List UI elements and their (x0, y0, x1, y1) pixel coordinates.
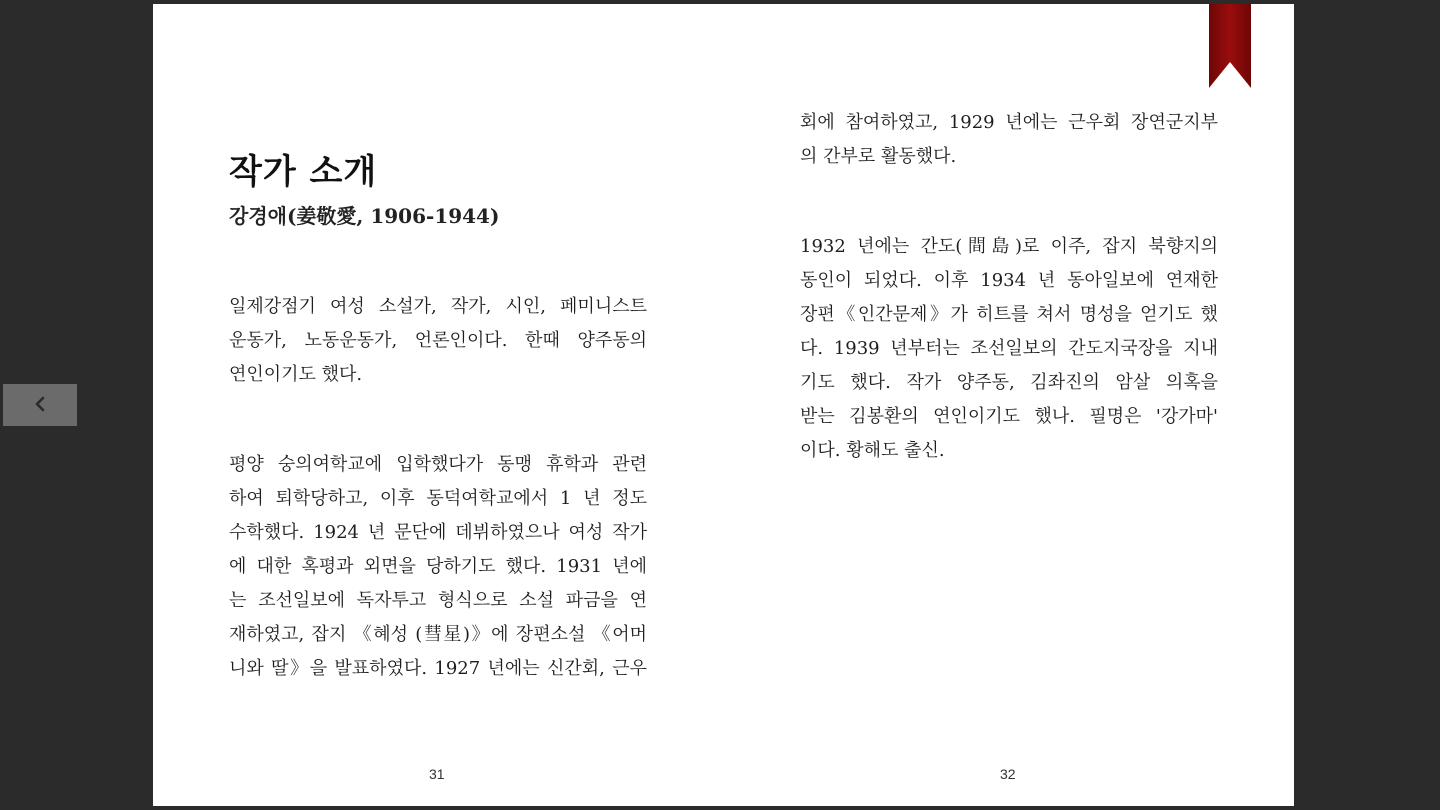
text-line: 회에 참여하였고, 1929 년에는 근우회 장연군지부 (800, 112, 1218, 133)
text-line: 니와 딸》을 발표하였다. 1927 년에는 신간회, 근우 (229, 658, 647, 679)
text-line: 연인이기도 했다. (229, 364, 363, 385)
text-line: 기도 했다. 작가 양주동, 김좌진의 암살 의혹을 (800, 372, 1218, 393)
intro-paragraph (229, 290, 647, 392)
text-line: 에 대한 혹평과 외면을 당하기도 했다. 1931 년에 (229, 556, 647, 577)
text-line: 장편《인간문제》가 히트를 쳐서 명성을 얻기도 했 (800, 304, 1218, 325)
bookmark-ribbon-icon[interactable] (1209, 4, 1251, 88)
text-line: 수학했다. 1924 년 문단에 데뷔하였으나 여성 작가 (229, 522, 647, 543)
biography-paragraph (800, 230, 1218, 468)
page-number-left: 31 (429, 766, 445, 782)
chevron-left-icon (33, 396, 47, 415)
biography-paragraph (229, 448, 647, 686)
text-line: 받는 김봉환의 연인이기도 했나. 필명은 '강가마' (800, 406, 1218, 427)
text-line: 평양 숭의여학교에 입학했다가 동맹 휴학과 관련 (229, 454, 647, 475)
page-number-right: 32 (1000, 766, 1016, 782)
text-line: 운동가, 노동운동가, 언론인이다. 한때 양주동의 (229, 330, 647, 351)
left-page (153, 4, 723, 806)
text-line: 의 간부로 활동했다. (800, 146, 957, 167)
author-subtitle: 강경애(姜敬愛, 1906-1944) (229, 204, 500, 228)
text-line: 이다. 황해도 출신. (800, 440, 945, 461)
text-line: 일제강점기 여성 소설가, 작가, 시인, 페미니스트 (229, 296, 647, 317)
text-line: 다. 1939 년부터는 조선일보의 간도지국장을 지내 (800, 338, 1218, 359)
book-spread (153, 4, 1294, 806)
text-line: 하여 퇴학당하고, 이후 동덕여학교에서 1 년 정도 (229, 488, 647, 509)
text-line: 동인이 되었다. 이후 1934 년 동아일보에 연재한 (800, 270, 1218, 291)
page-title: 작가 소개 (229, 152, 378, 192)
text-line: 재하였고, 잡지 《혜성 (彗星)》에 장편소설 《어머 (229, 624, 647, 645)
right-page (723, 4, 1294, 806)
previous-page-button[interactable] (3, 384, 77, 426)
continued-paragraph (800, 106, 1218, 174)
text-line: 는 조선일보에 독자투고 형식으로 소설 파금을 연 (229, 590, 647, 611)
text-line: 1932 년에는 간도(間島)로 이주, 잡지 북향지의 (800, 236, 1218, 257)
